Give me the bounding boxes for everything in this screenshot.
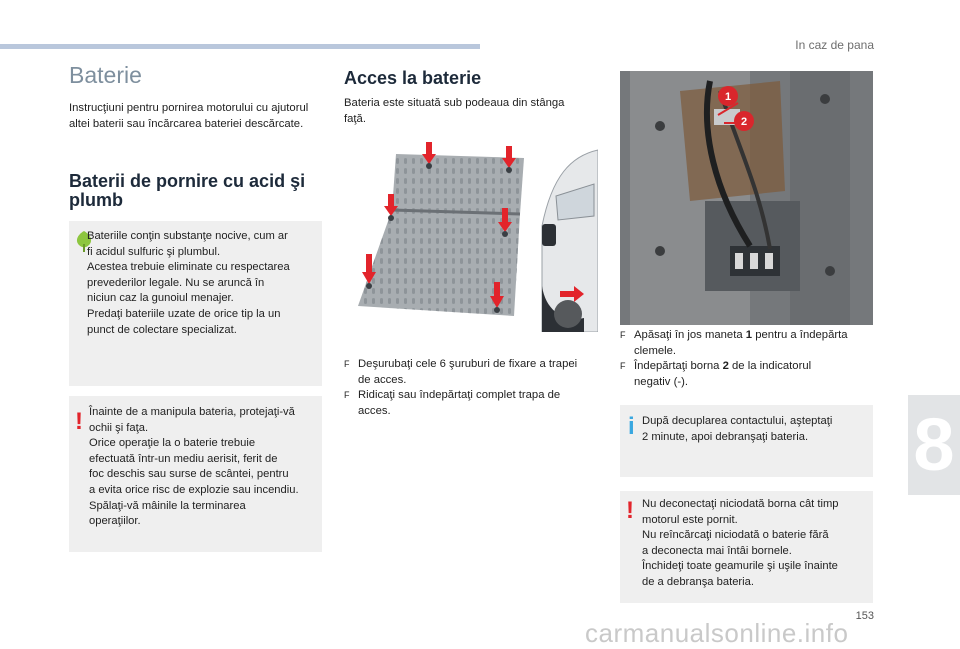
callout-label-1: 1 xyxy=(724,91,732,103)
warn-line: Orice operaţie la o baterie trebuie xyxy=(89,437,256,450)
header-bar xyxy=(0,44,480,49)
warn-line: de a debranşa bateria. xyxy=(642,575,754,588)
warn-line: a evita orice risc de explozie sau incendiu. xyxy=(89,483,299,496)
warn-line: foc deschis sau surse de scântei, pentru xyxy=(89,468,289,481)
bullet-text: Apăsaţi în jos maneta xyxy=(634,329,746,341)
bullet-line xyxy=(634,359,875,375)
info-icon: i xyxy=(628,413,635,440)
chapter-header-title: In caz de pana xyxy=(795,38,874,52)
warn-line: Înainte de a manipula bateria, protejaţi-vă xyxy=(89,406,295,418)
callout-ref: 2 xyxy=(722,360,729,373)
eco-notice-text xyxy=(87,229,319,338)
page-number: 153 xyxy=(855,610,874,622)
bullet-line: acces. xyxy=(358,404,391,417)
list-item xyxy=(620,328,875,359)
warn-line: Nu reîncărcaţi niciodată o baterie fără xyxy=(642,529,829,542)
warn-line: Nu deconectaţi niciodată borna cât timp xyxy=(642,498,839,510)
eco-notice-box xyxy=(69,221,322,386)
floor-hatch-illustration xyxy=(346,136,598,332)
warning-box-right xyxy=(620,491,873,603)
warn-line: Închideţi toate geamurile şi uşile înainte xyxy=(642,560,838,573)
eco-line: Bateriile conţin substanţe nocive, cum ar xyxy=(87,230,288,242)
list-item xyxy=(344,357,598,388)
eco-line: fi acidul sulfuric şi plumbul. xyxy=(87,245,221,258)
bullet-text: pentru a îndepărta xyxy=(752,329,848,341)
middle-bullet-list xyxy=(344,357,598,419)
bullet-text: de la indicatorul xyxy=(728,360,812,373)
list-item xyxy=(344,388,598,419)
section-title-baterie: Baterie xyxy=(69,62,142,88)
warning-exclamation-icon: ! xyxy=(626,497,634,524)
section-title-acces: Acces la baterie xyxy=(344,68,482,88)
subsection-title xyxy=(69,172,329,210)
bullet-marker-icon: F xyxy=(620,361,626,372)
info-line: După decuplarea contactului, aşteptaţi xyxy=(642,415,833,427)
right-bullet-list xyxy=(620,328,875,390)
warning-box-left xyxy=(69,396,322,552)
watermark: carmanualsonline.info xyxy=(585,618,849,648)
callout-ref: 1 xyxy=(745,329,753,341)
bullet-line: clemele. xyxy=(634,344,677,357)
subsection-title-line2: plumb xyxy=(69,190,123,210)
bullet-text: Îndepărtaţi borna xyxy=(634,360,723,373)
eco-line: niciun caz la gunoiul menajer. xyxy=(87,292,234,305)
warn-line: efectuată într-un mediu aerisit, ferit de xyxy=(89,452,278,465)
acces-intro: Bateria este situată sub podeaua din stânga faţă. xyxy=(344,97,565,125)
info-text xyxy=(642,414,870,445)
bullet-marker-icon: F xyxy=(344,390,350,401)
eco-line: Acestea trebuie eliminate cu respectarea xyxy=(87,261,290,274)
subsection-title-line1: Baterii de pornire cu acid şi xyxy=(69,171,306,191)
chapter-number: 8 xyxy=(913,403,955,486)
section-intro: Instrucţiuni pentru pornirea motorului cu ajutorul altei baterii sau încărcarea bateriei descărcate. xyxy=(69,102,309,130)
info-box xyxy=(620,405,873,477)
eco-line: punct de colectare specializat. xyxy=(87,323,237,336)
warn-line: Spălaţi-vă mâinile la terminarea xyxy=(89,499,246,512)
warning-exclamation-icon: ! xyxy=(75,408,83,435)
bullet-line xyxy=(634,328,875,344)
bullet-marker-icon: F xyxy=(620,330,626,340)
eco-line: prevederilor legale. Nu se aruncă în xyxy=(87,276,265,289)
info-line: 2 minute, apoi debranşaţi bateria. xyxy=(642,430,809,443)
list-item xyxy=(620,359,875,390)
callout-label-2: 2 xyxy=(740,116,748,128)
bullet-marker-icon: F xyxy=(344,359,350,369)
bullet-line: de acces. xyxy=(358,373,407,386)
bullet-line: negativ (-). xyxy=(634,375,688,388)
warn-line: ochii şi faţa. xyxy=(89,421,149,434)
warn-line: operaţiilor. xyxy=(89,515,141,528)
warning-text-right xyxy=(642,497,870,591)
bullet-line: Ridicaţi sau îndepărtaţi complet trapa de xyxy=(358,389,561,402)
warn-line: motorul este pornit. xyxy=(642,513,738,526)
battery-compartment-photo xyxy=(620,71,873,325)
bullet-line: Deşurubaţi cele 6 şuruburi de fixare a trapei xyxy=(358,358,578,370)
warning-text-left xyxy=(89,405,321,530)
eco-line: Predaţi bateriile uzate de orice tip la un xyxy=(87,307,281,320)
warn-line: a deconecta mai întâi bornele. xyxy=(642,544,792,557)
